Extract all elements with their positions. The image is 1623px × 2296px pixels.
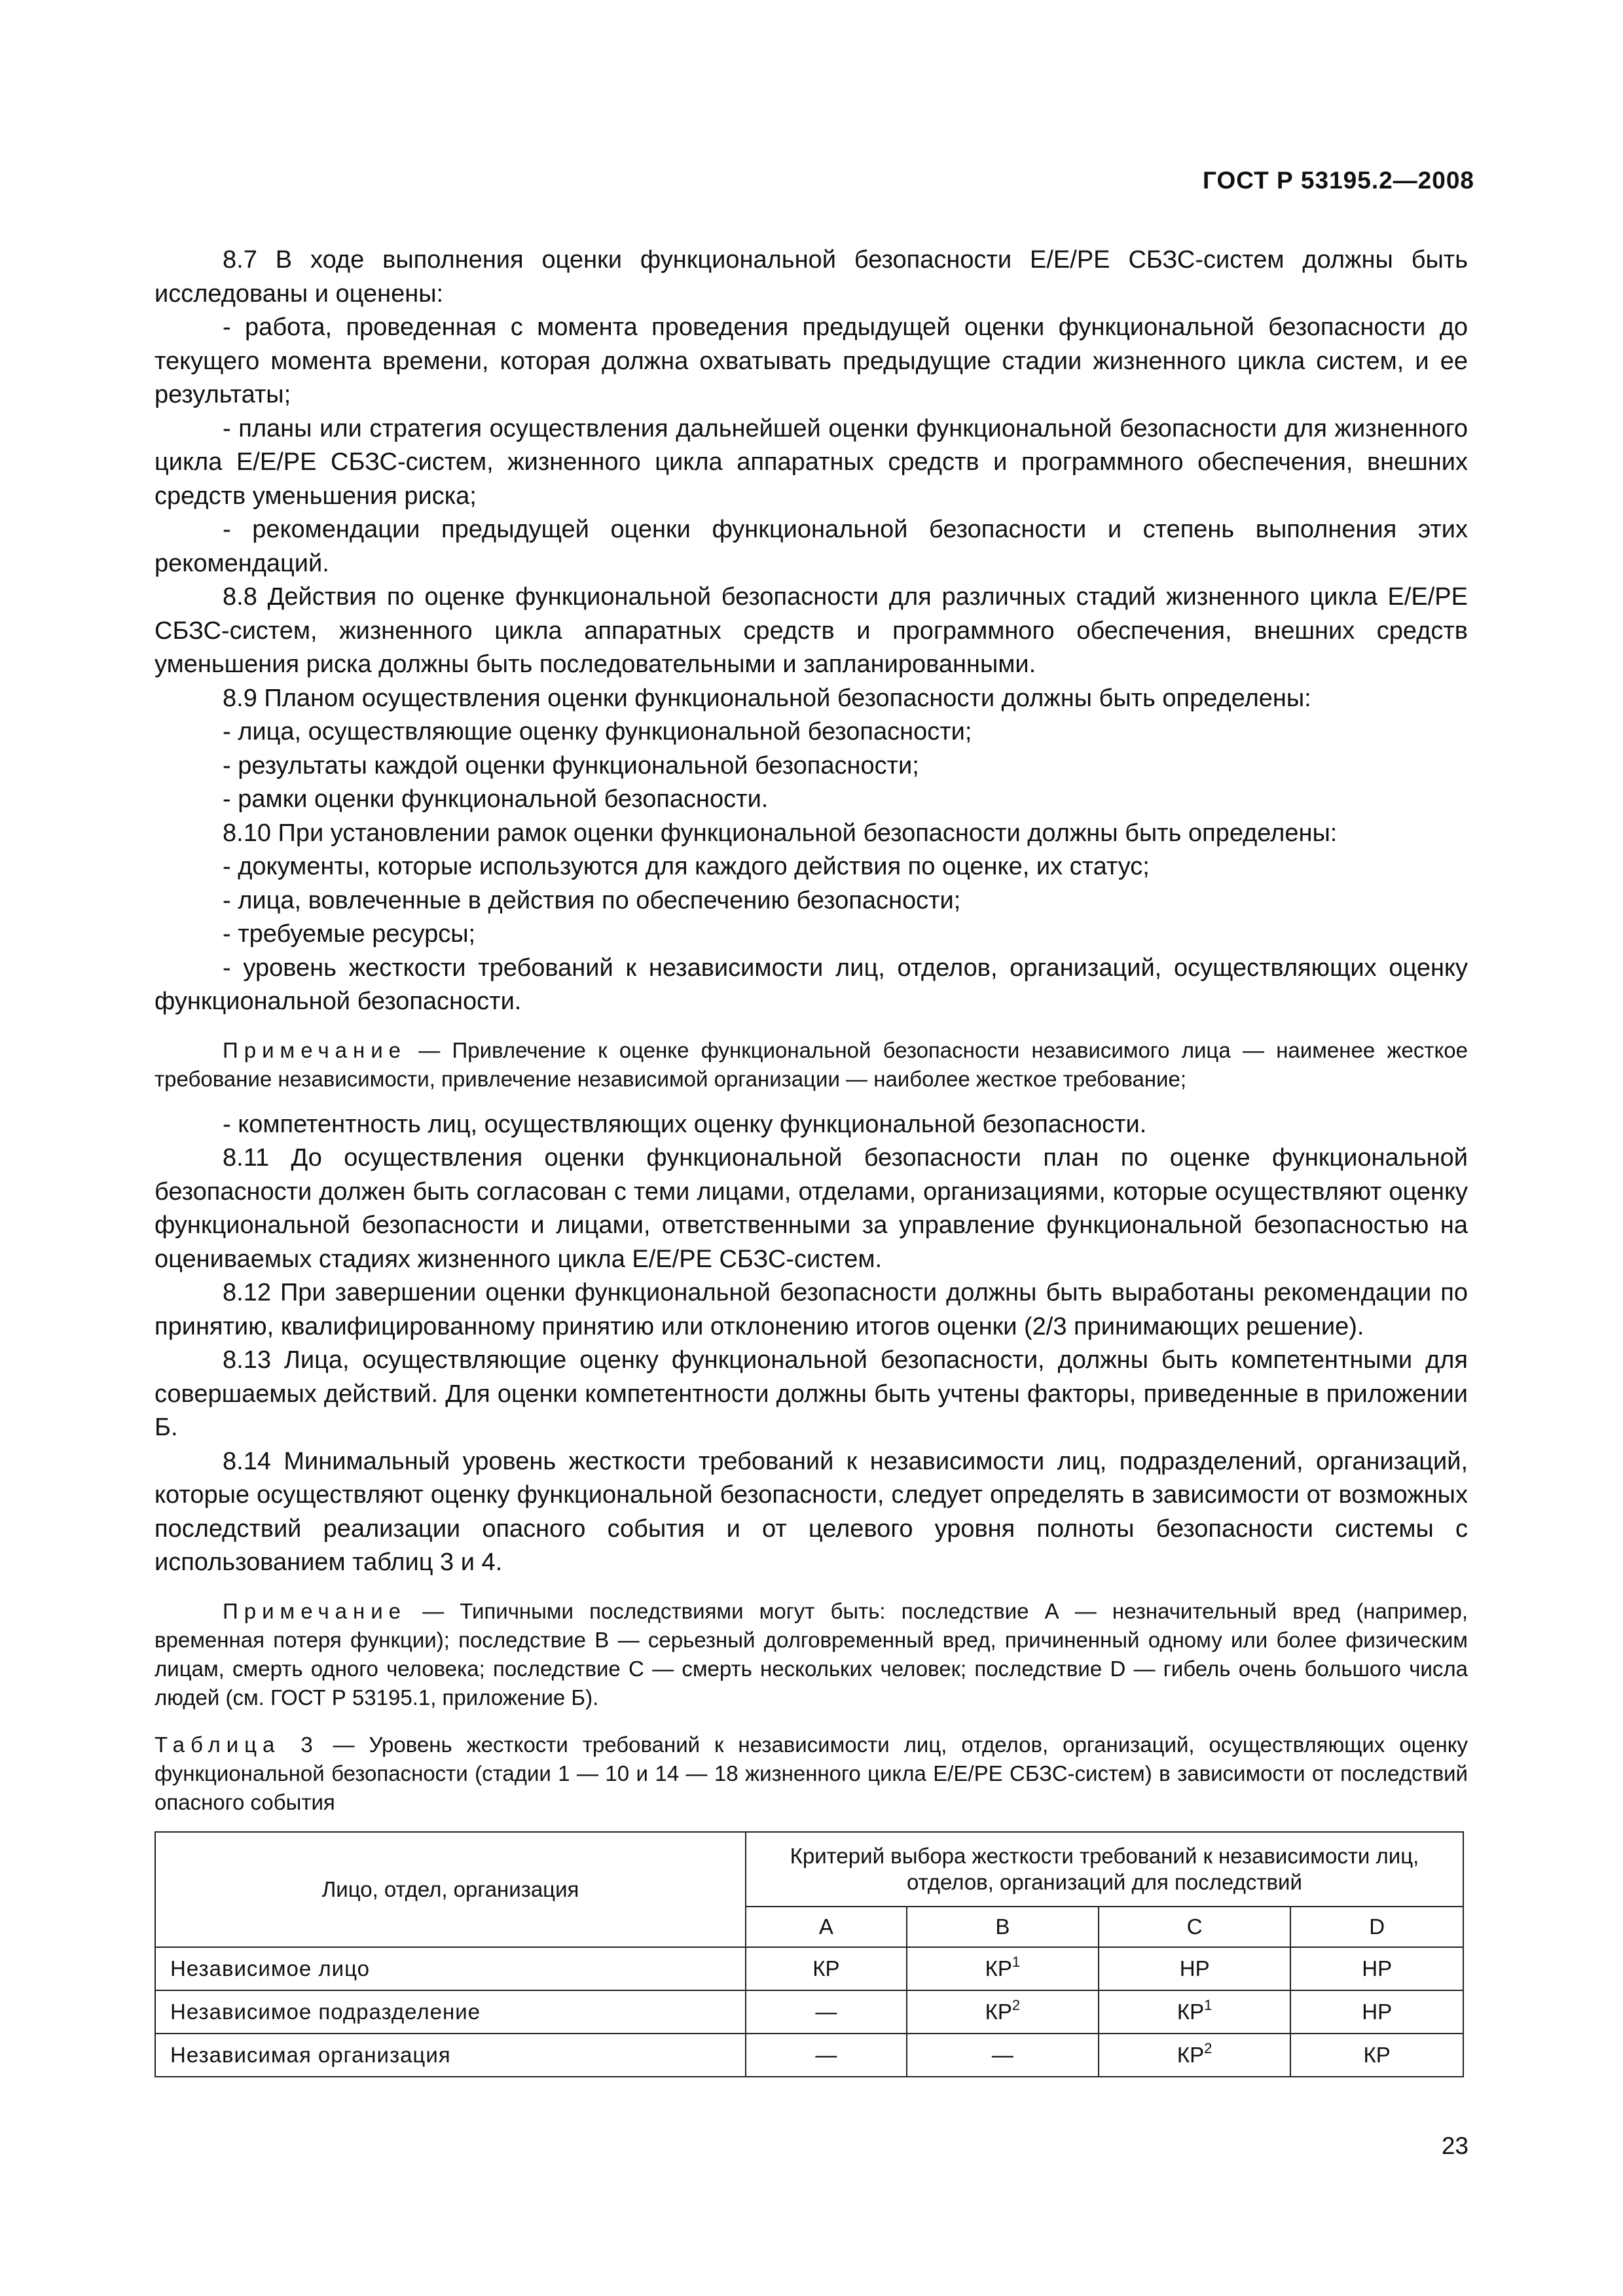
column-header-person: Лицо, отдел, организация	[155, 1832, 746, 1947]
table-cell: $КР^2$	[907, 1990, 1099, 2034]
row-name: Независимая организация	[155, 2034, 746, 2077]
list-item: - работа, проведенная с момента проведения предыдущей оценки функциональной безопасности до текущего момента времени, которая должна охватывать предыдущие стадии жизненного цикла систем, и ее результаты;	[155, 314, 1468, 408]
paragraph-8-8: 8.8 Действия по оценке функциональной безопасности для различных стадий жизненного цикла Е/Е/РЕ СБЗС-систем, жизненного цикла аппаратных средств и программного обеспечения, внешних средств уменьшения риска должны быть последовательными и запланированными.	[155, 583, 1468, 678]
column-header-a: А	[746, 1907, 907, 1947]
list-item: - результаты каждой оценки функциональной безопасности;	[223, 751, 919, 780]
paragraph-8-14: 8.14 Минимальный уровень жесткости требований к независимости лиц, подразделений, организаций, которые осуществляют оценку функциональной безопасности, следует определять в зависимости от возможных последствий реализации опасного события и от целевого уровня полноты безопасности системы с использованием таблиц 3 и 4.	[155, 1447, 1468, 1576]
note-label: Примечание	[223, 1037, 407, 1062]
paragraph-8-10: 8.10 При установлении рамок оценки функциональной безопасности должны быть определены:	[223, 819, 1338, 847]
table-cell: НР	[1290, 1990, 1463, 2034]
list-item: - рекомендации предыдущей оценки функциональной безопасности и степень выполнения этих рекомендаций.	[155, 516, 1468, 577]
table-cell: $КР^1$	[1099, 1990, 1290, 2034]
list-item: - документы, которые используются для каждого действия по оценке, их статус;	[223, 853, 1150, 880]
document-header: ГОСТ Р 53195.2—2008	[1203, 167, 1474, 194]
table-cell: НР	[1099, 1947, 1290, 1990]
note-text: — Типичными последствиями могут быть: последствие А — незначительный вред (например, временная потеря функции); последствие В — серьезный долговременный вред, причиненный одному или более физическим лицам, смерть одного человека; последствие С — смерть нескольких человек; последствие D — гибель очень большого числа людей (см. ГОСТ Р 53195.1, приложение Б).	[155, 1598, 1468, 1710]
document-body	[155, 243, 1468, 2077]
list-item: - требуемые ресурсы;	[223, 920, 476, 948]
paragraph-8-11: 8.11 До осуществления оценки функциональной безопасности план по оценке функциональной безопасности должен быть согласован с теми лицами, отделами, организациями, которые осуществляют оценку функциональной безопасности и лицами, ответственными за управление функциональной безопасностью на оцениваемых стадиях жизненного цикла Е/Е/РЕ СБЗС-систем.	[155, 1144, 1468, 1273]
list-item: - лица, вовлеченные в действия по обеспечению безопасности;	[223, 886, 961, 914]
table-cell: —	[907, 2034, 1099, 2077]
table-cell: —	[746, 2034, 907, 2077]
table-cell: $КР^1$	[907, 1947, 1099, 1990]
list-item: - лица, осуществляющие оценку функциональной безопасности;	[223, 718, 972, 745]
note-2	[155, 1597, 1468, 1712]
row-name: Независимое лицо	[155, 1947, 746, 1990]
paragraph-8-12: 8.12 При завершении оценки функциональной безопасности должны быть выработаны рекомендации по принятию, квалифицированному принятию или отклонению итогов оценки (2/3 принимающих решение).	[155, 1279, 1468, 1340]
column-header-criteria: Критерий выбора жесткости требований к независимости лиц, отделов, организаций для последствий	[746, 1832, 1463, 1907]
column-header-d: D	[1290, 1907, 1463, 1947]
table-cell: КР	[1290, 2034, 1463, 2077]
note-1	[155, 1036, 1468, 1094]
column-header-c: С	[1099, 1907, 1290, 1947]
table-row	[155, 1947, 1463, 1990]
list-item: - рамки оценки функциональной безопасности.	[223, 785, 769, 813]
table-cell: НР	[1290, 1947, 1463, 1990]
table-caption	[155, 1731, 1468, 1817]
note-text: — Привлечение к оценке функциональной безопасности независимого лица — наименее жесткое требование независимости, привлечение независимой организации — наиболее жесткое требование;	[155, 1037, 1468, 1091]
table-cell: —	[746, 1990, 907, 2034]
list-item: - уровень жесткости требований к независимости лиц, отделов, организаций, осуществляющих оценку функциональной безопасности.	[155, 954, 1468, 1015]
list-item: - планы или стратегия осуществления дальнейшей оценки функциональной безопасности для жизненного цикла Е/Е/РЕ СБЗС-систем, жизненного цикла аппаратных средств и программного обеспечения, внешних средств уменьшения риска;	[155, 414, 1468, 510]
table-caption-text: — Уровень жесткости требований к независимости лиц, отделов, организаций, осуществляющих оценку функциональной безопасности (стадии 1 — 10 и 14 — 18 жизненного цикла Е/Е/РЕ СБЗС-систем) в зависимости от последствий опасного события	[155, 1732, 1468, 1814]
table-label: Таблица 3	[155, 1732, 319, 1757]
table-row	[155, 1990, 1463, 2034]
paragraph-8-7: 8.7 В ходе выполнения оценки функциональной безопасности Е/Е/РЕ СБЗС-систем должны быть исследованы и оценены:	[155, 246, 1468, 308]
list-item: - компетентность лиц, осуществляющих оценку функциональной безопасности.	[223, 1110, 1147, 1138]
note-label: Примечание	[223, 1598, 407, 1623]
table-cell: КР	[746, 1947, 907, 1990]
column-header-b: В	[907, 1907, 1099, 1947]
page-number: 23	[1441, 2132, 1468, 2159]
paragraph-8-13: 8.13 Лица, осуществляющие оценку функциональной безопасности, должны быть компетентными для совершаемых действий. Для оценки компетентности должны быть учтены факторы, приведенные в приложении Б.	[155, 1346, 1468, 1441]
table-3	[155, 1831, 1464, 2077]
table-row	[155, 2034, 1463, 2077]
paragraph-8-9: 8.9 Планом осуществления оценки функциональной безопасности должны быть определены:	[223, 684, 1311, 712]
row-name: Независимое подразделение	[155, 1990, 746, 2034]
table-cell: $КР^2$	[1099, 2034, 1290, 2077]
